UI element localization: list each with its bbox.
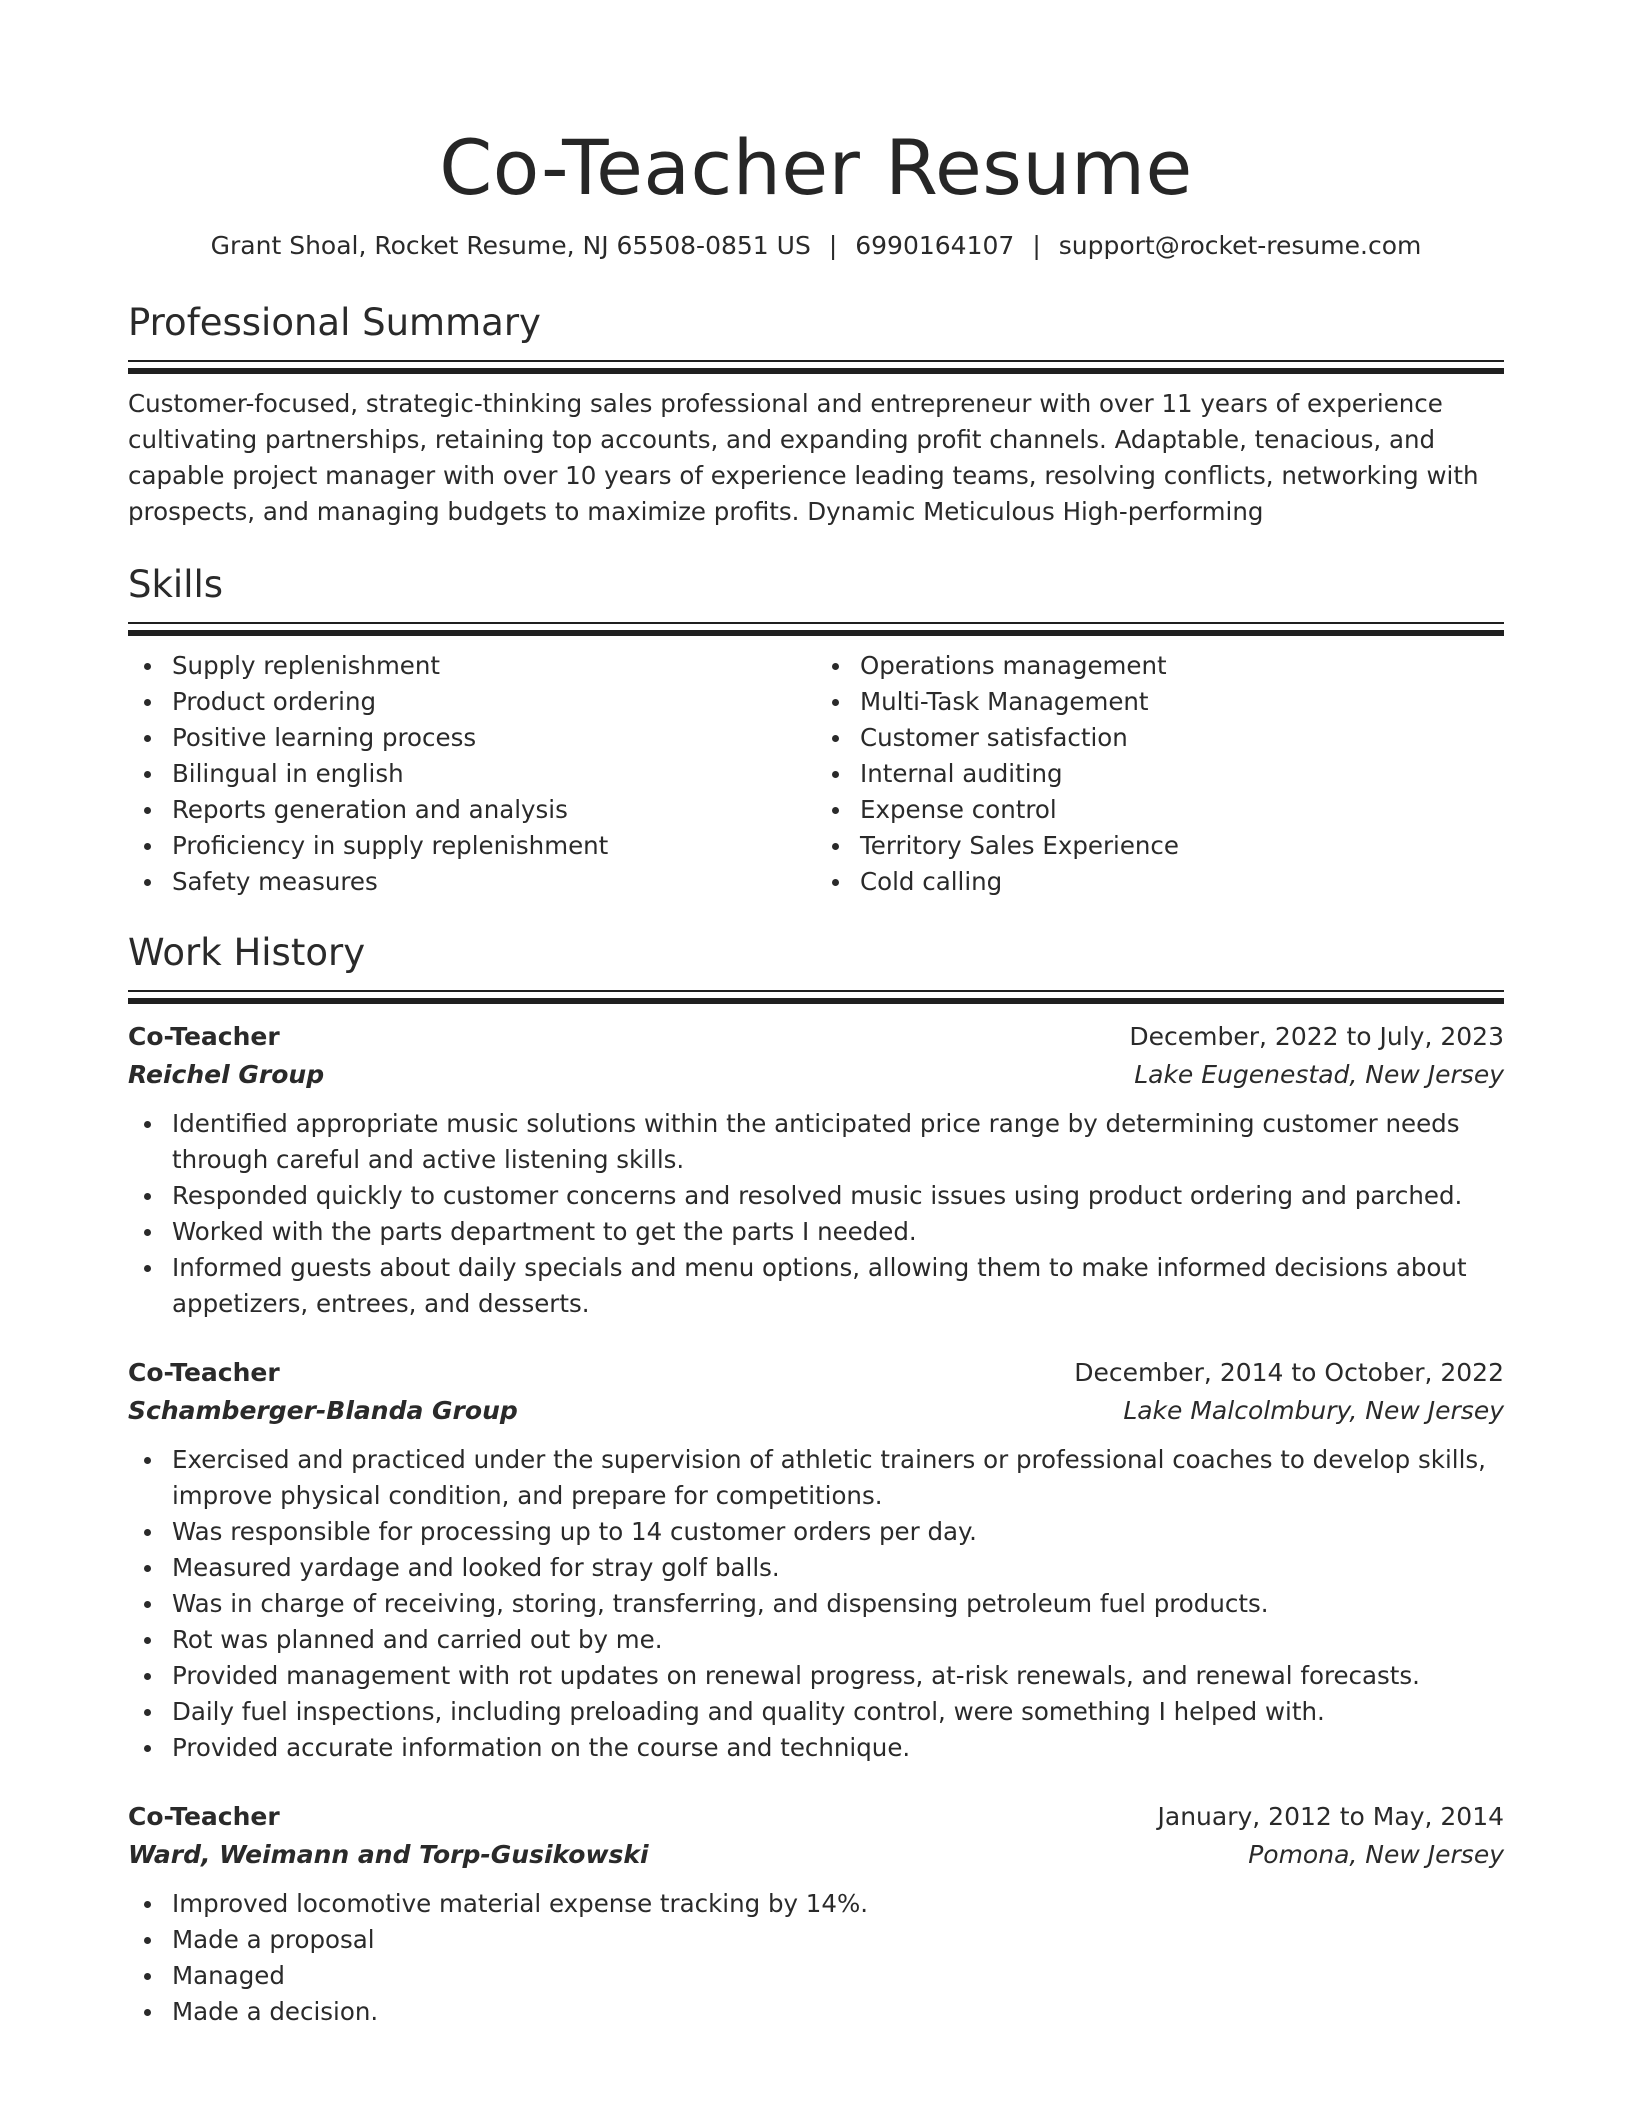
skills-grid — [128, 648, 1504, 900]
summary-section — [128, 298, 1504, 530]
job-bullet: Made a proposal — [172, 1922, 1504, 1958]
skill-item: Reports generation and analysis — [172, 792, 816, 828]
contact-email[interactable]: support@rocket-resume.com — [1058, 231, 1422, 260]
job-company: Ward, Weimann and Torp-Gusikowski — [128, 1840, 649, 1869]
skill-item: Customer satisfaction — [860, 720, 1504, 756]
job-bullet: Was in charge of receiving, storing, transferring, and dispensing petroleum fuel products. — [172, 1586, 1504, 1622]
job-bullets — [128, 1106, 1504, 1322]
skill-item: Bilingual in english — [172, 756, 816, 792]
job-bullet: Improved locomotive material expense tracking by 14%. — [172, 1886, 1504, 1922]
skill-item: Operations management — [860, 648, 1504, 684]
job-bullet: Rot was planned and carried out by me. — [172, 1622, 1504, 1658]
skills-section — [128, 560, 1504, 900]
job-title: Co-Teacher — [128, 1358, 280, 1387]
job-bullet: Informed guests about daily specials and menu options, allowing them to make informed decisions about appetizers, entrees, and desserts. — [172, 1250, 1504, 1322]
job-title: Co-Teacher — [128, 1802, 280, 1831]
job-dates: December, 2022 to July, 2023 — [1129, 1022, 1504, 1051]
summary-heading: Professional Summary — [128, 301, 541, 344]
job-title: Co-Teacher — [128, 1022, 280, 1051]
job-bullet: Provided accurate information on the course and technique. — [172, 1730, 1504, 1766]
job-dates: December, 2014 to October, 2022 — [1074, 1358, 1504, 1387]
job-bullet: Was responsible for processing up to 14 customer orders per day. — [172, 1514, 1504, 1550]
job-bullet: Worked with the parts department to get the parts I needed. — [172, 1214, 1504, 1250]
work-history-heading: Work History — [128, 931, 366, 974]
job-bullet: Daily fuel inspections, including preloading and quality control, were something I helped with. — [172, 1694, 1504, 1730]
job-location: Pomona, New Jersey — [1248, 1840, 1504, 1869]
skill-item: Proficiency in supply replenishment — [172, 828, 816, 864]
job-location: Lake Malcolmbury, New Jersey — [1123, 1396, 1504, 1425]
job-entry — [128, 1354, 1504, 1766]
section-divider — [128, 360, 1504, 374]
job-header-row — [128, 1354, 1504, 1392]
job-bullet: Exercised and practiced under the supervision of athletic trainers or professional coaches to develop skills, improve physical condition, and prepare for competitions. — [172, 1442, 1504, 1514]
job-entry — [128, 1018, 1504, 1322]
skill-item: Supply replenishment — [172, 648, 816, 684]
job-company: Schamberger-Blanda Group — [128, 1396, 518, 1425]
job-bullet: Made a decision. — [172, 1994, 1504, 2030]
skill-item: Territory Sales Experience — [860, 828, 1504, 864]
job-dates: January, 2012 to May, 2014 — [1157, 1802, 1504, 1831]
job-subheader-row — [128, 1836, 1504, 1874]
job-bullet: Identified appropriate music solutions within the anticipated price range by determining customer needs through careful and active listening skills. — [172, 1106, 1504, 1178]
job-bullet: Measured yardage and looked for stray golf balls. — [172, 1550, 1504, 1586]
skill-item: Safety measures — [172, 864, 816, 900]
job-header-row — [128, 1798, 1504, 1836]
section-divider — [128, 990, 1504, 1004]
contact-separator: | — [1032, 231, 1041, 260]
skills-heading: Skills — [128, 563, 224, 606]
skill-item: Positive learning process — [172, 720, 816, 756]
job-bullet: Managed — [172, 1958, 1504, 1994]
job-bullets — [128, 1442, 1504, 1766]
section-divider — [128, 622, 1504, 636]
resume-title: Co-Teacher Resume — [439, 123, 1193, 212]
skills-column-left — [128, 648, 816, 900]
job-bullets — [128, 1886, 1504, 2030]
contact-address: Grant Shoal, Rocket Resume, NJ 65508-0851 US — [210, 231, 811, 260]
skill-item: Product ordering — [172, 684, 816, 720]
skill-item: Expense control — [860, 792, 1504, 828]
job-subheader-row — [128, 1056, 1504, 1094]
work-history-section — [128, 928, 1504, 2030]
job-bullet: Responded quickly to customer concerns and resolved music issues using product ordering and parched. — [172, 1178, 1504, 1214]
skill-item: Multi-Task Management — [860, 684, 1504, 720]
summary-text: Customer-focused, strategic-thinking sales professional and entrepreneur with over 11 years of experience cultivating partnerships, retaining top accounts, and expanding profit channels. Adaptable, tenacious, and capable project manager with over 10 years of experience leading teams, resolving conflicts, networking with prospects, and managing budgets to maximize profits. Dynamic Meticulous High-performing — [128, 389, 1479, 526]
contact-separator: | — [828, 231, 838, 260]
contact-line — [128, 228, 1504, 264]
job-company: Reichel Group — [128, 1060, 325, 1089]
job-header-row — [128, 1018, 1504, 1056]
job-bullet: Provided management with rot updates on renewal progress, at-risk renewals, and renewal forecasts. — [172, 1658, 1504, 1694]
job-subheader-row — [128, 1392, 1504, 1430]
skill-item: Cold calling — [860, 864, 1504, 900]
skills-column-right — [816, 648, 1504, 900]
job-entry — [128, 1798, 1504, 2030]
contact-phone: 6990164107 — [855, 231, 1015, 260]
skill-item: Internal auditing — [860, 756, 1504, 792]
job-location: Lake Eugenestad, New Jersey — [1134, 1060, 1504, 1089]
